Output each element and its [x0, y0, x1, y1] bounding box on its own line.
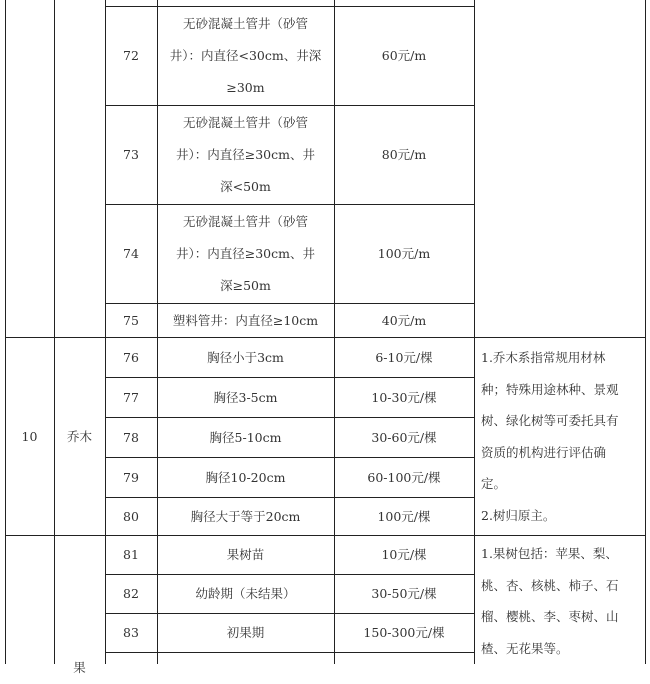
row-number: 74 [123, 246, 139, 261]
item-cell: 胸径小于3cm [207, 349, 284, 365]
row-number: 82 [123, 586, 139, 601]
price-cell: 30-60元/棵 [371, 429, 437, 445]
remark-line: 桃、杏、核桃、柿子、石 [481, 577, 619, 593]
row-number: 79 [123, 469, 139, 485]
row-number: 73 [123, 147, 139, 162]
item-cell: 胸径5-10cm [209, 429, 282, 445]
price-cell: 100元/棵 [377, 508, 431, 524]
item-line: 井）：内直径<30cm、井深 [169, 48, 322, 63]
price-cell: 10元/棵 [381, 547, 427, 562]
remarks-cell [475, 342, 645, 531]
remark-line: 榴、樱桃、李、枣树、山 [481, 609, 619, 624]
item-cell: 塑料管井：内直径≥10cm [172, 312, 319, 328]
row-number: 83 [123, 625, 139, 640]
remark-line: 资质的机构进行评估确 [481, 444, 607, 460]
group-name: 果 [73, 660, 86, 675]
remark-line: 1.乔木系指常规用材林 [481, 350, 606, 365]
row-number: 75 [123, 312, 139, 328]
item-cell: 果树苗 [226, 547, 265, 562]
group-name: 乔木 [66, 428, 92, 444]
price-cell: 40元/m [381, 312, 427, 328]
item-cell [157, 7, 334, 105]
remark-line: 2.树归原主。 [481, 507, 556, 523]
row-number: 80 [123, 508, 139, 524]
grid-line [54, 0, 55, 664]
item-line: ≥30m [226, 80, 265, 95]
remark-line: 楂、无花果等。 [481, 640, 569, 656]
item-line: 无砂混凝土管井（砂管 [182, 214, 308, 229]
item-cell: 胸径10-20cm [205, 469, 286, 485]
item-line: 井）：内直径≥30cm、井 [176, 147, 315, 162]
item-cell [157, 205, 334, 303]
item-line: 井）：内直径≥30cm、井 [176, 246, 315, 261]
grid-line [5, 0, 6, 664]
row-number: 76 [123, 349, 139, 365]
price-cell: 100元/m [377, 246, 431, 261]
remark-line: 树、绿化树等可委托具有 [481, 413, 619, 428]
remark-line: 1.果树包括：苹果、梨、 [481, 546, 618, 561]
item-cell: 初果期 [226, 625, 265, 640]
group-index: 10 [21, 428, 38, 444]
price-cell: 10-30元/棵 [371, 389, 437, 405]
item-line: 无砂混凝土管井（砂管 [182, 115, 308, 130]
remark-line: 定。 [481, 476, 507, 491]
row-number: 77 [123, 389, 139, 405]
price-cell: 60-100元/棵 [367, 469, 441, 485]
item-cell: 胸径3-5cm [213, 389, 278, 405]
price-cell: 150-300元/棵 [363, 625, 445, 640]
item-cell: 幼龄期（未结果） [195, 586, 296, 601]
item-cell: 胸径大于等于20cm [190, 508, 301, 524]
item-line: 深≥50m [220, 278, 271, 293]
item-line: 深<50m [220, 179, 271, 194]
item-cell [157, 106, 334, 204]
item-line: 无砂混凝土管井（砂管 [182, 16, 308, 31]
price-cell: 80元/m [381, 147, 427, 162]
remark-line: 种；特殊用途林种、景观 [481, 381, 619, 397]
remarks-cell [475, 538, 645, 664]
price-cell: 60元/m [381, 48, 427, 63]
price-cell: 30-50元/棵 [371, 586, 437, 601]
price-cell: 6-10元/棵 [375, 349, 433, 365]
row-number: 81 [123, 547, 139, 562]
row-number: 72 [123, 48, 139, 63]
grid-line [645, 0, 646, 664]
grid-line [105, 652, 474, 653]
row-number: 78 [123, 429, 139, 445]
